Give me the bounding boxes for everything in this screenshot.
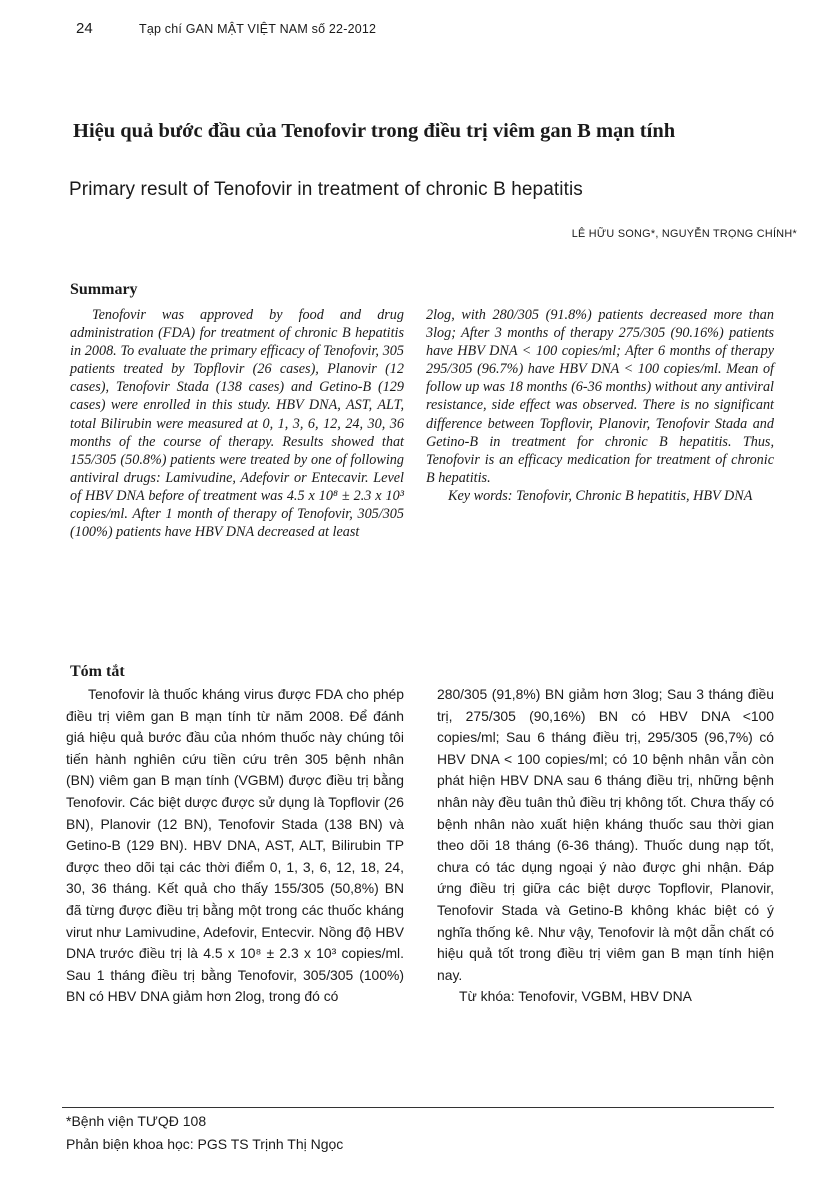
article-title-english: Primary result of Tenofovir in treatment of chronic B hepatitis [69, 179, 583, 200]
summary-text-left: Tenofovir was approved by food and drug administration (FDA) for treatment of chronic B hepatitis in 2008. To evaluate the primary efficacy of Tenofovir, 305 patients treated by Topflovir (26 cases), Planovir (12 cases), Tenofovir Stada (138 cases) and Getino-B (129 cases) were enrolled in this study. HBV DNA, AST, ALT, total Bilirubin were measured at 0, 1, 3, 6, 12, 24, 30, 36 months of the course of therapy. Results showed that 155/305 (50.8%) patients were treated by one of following antiviral drugs: Lamivudine, Adefovir or Entecavir. Level of HBV DNA before of treatment was 4.5 x 10⁸ ± 2.3 x 10³ copies/ml. After 1 month of therapy of Tenofovir, 305/305 (100%) patients have HBV DNA decreased at least [70, 307, 404, 541]
article-title-vietnamese: Hiệu quả bước đầu của Tenofovir trong điều trị viêm gan B mạn tính [73, 120, 676, 142]
tomtat-column-left [66, 684, 404, 1008]
summary-column-right [426, 306, 774, 505]
summary-keywords: Key words: Tenofovir, Chronic B hepatitis, HBV DNA [448, 487, 753, 504]
tomtat-keywords: Từ khóa: Tenofovir, VGBM, HBV DNA [459, 988, 692, 1005]
footnote-reviewer: Phản biện khoa học: PGS TS Trịnh Thị Ngọc [66, 1136, 344, 1152]
summary-column-left [70, 306, 404, 541]
footnote-affiliation: *Bệnh viện TƯQĐ 108 [66, 1113, 207, 1129]
tomtat-heading: Tóm tắt [70, 663, 125, 680]
article-authors: LÊ HỮU SONG*, NGUYỄN TRỌNG CHÍNH* [571, 228, 797, 240]
journal-header: Tạp chí GAN MẬT VIỆT NAM số 22-2012 [139, 22, 377, 36]
tomtat-text-right: 280/305 (91,8%) BN giảm hơn 3log; Sau 3 tháng điều trị, 275/305 (90,16%) BN có HBV DNA <100 copies/ml; Sau 6 tháng điều trị, 295/305 (96,7%) có HBV DNA < 100 copies/ml; có 10 bệnh nhân vẫn còn phát hiện HBV DNA sau 6 tháng điều trị, những bệnh nhân này đều tuân thủ điều trị không tốt. Chưa thấy có bệnh nhân nào xuất hiện kháng thuốc sau thời gian theo dõi 18 tháng (6-36 tháng). Thuốc dung nạp tốt, chưa có tác dụng ngoại ý nào được ghi nhận. Đáp ứng điều trị giữa các biệt dược Topflovir, Planovir, Tenofovir Stada và Getino-B không khác biệt có ý nghĩa thống kê. Như vậy, Tenofovir là một dẫn chất có hiệu quả tốt trong điều trị viêm gan B mạn tính hiện nay. [437, 686, 774, 983]
page-number: 24 [76, 20, 93, 37]
footnote-divider [62, 1107, 774, 1108]
summary-heading: Summary [70, 281, 138, 298]
tomtat-text-left: Tenofovir là thuốc kháng virus được FDA cho phép điều trị viêm gan B mạn tính từ năm 2008. Để đánh giá hiệu quả bước đầu của nhóm thuốc này chúng tôi tiến hành nghiên cứu tiền cứu trên 305 bệnh nhân (BN) viêm gan B mạn tính (VGBM) được điều trị bằng Tenofovir. Các biệt dược được sử dụng là Topflovir (26 BN), Planovir (12 BN), Tenofovir Stada (138 BN) và Getino-B (129 BN). HBV DNA, AST, ALT, Bilirubin TP được theo dõi tại các thời điểm 0, 1, 3, 6, 12, 18, 24, 30, 36 tháng. Kết quả cho thấy 155/305 (50,8%) BN đã từng được điều trị bằng một trong các thuốc kháng virut như Lamivudine, Adefovir, Entecvir. Nồng độ HBV DNA trước điều trị là 4.5 x 10⁸ ± 2.3 x 10³ copies/ml. Sau 1 tháng điều trị bằng Tenofovir, 305/305 (100%) BN có HBV DNA giảm hơn 2log, trong đó có [66, 686, 404, 1005]
summary-text-right: 2log, with 280/305 (91.8%) patients decreased more than 3log; After 3 months of therapy 275/305 (90.16%) patients have HBV DNA < 100 copies/ml; After 6 months of therapy 295/305 (96.7%) have HBV DNA < 100 copies/ml. Mean of follow up was 18 months (6-36 months) without any antiviral resistance, side effect was observed. There is no significant difference between Topflovir, Planovir, Tenofovir Stada and Getino-B in treatment for chronic B hepatitis. Thus, Tenofovir is an efficacy medication for treatment of chronic B hepatitis. [426, 307, 774, 486]
tomtat-column-right [437, 684, 774, 1008]
